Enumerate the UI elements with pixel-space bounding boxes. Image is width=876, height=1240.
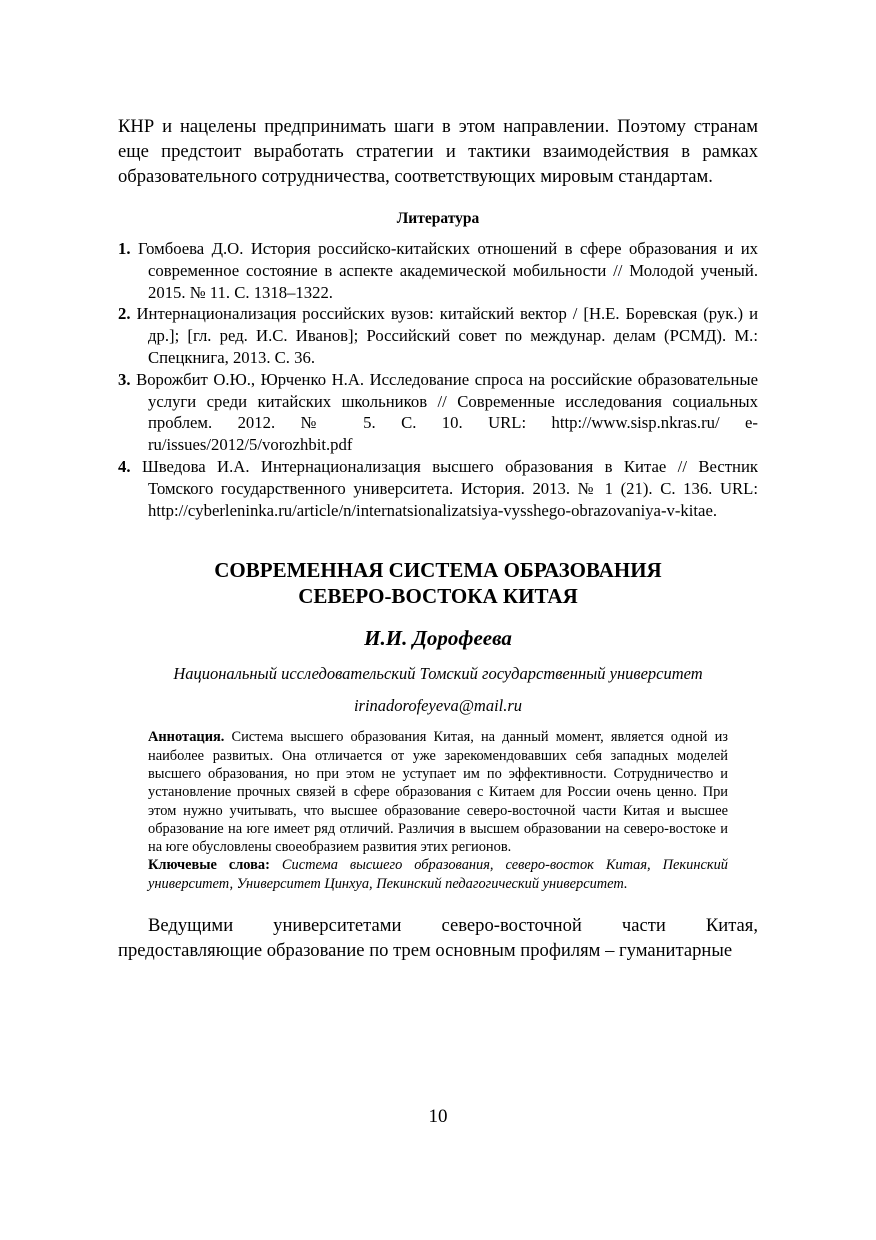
reference-number: 4. [118,456,131,476]
author-affiliation: Национальный исследовательский Томский государственный университет [173,664,703,684]
reference-number: 3. [118,369,131,389]
page-content [118,114,758,963]
reference-item [118,303,758,368]
intro-paragraph: КНР и нацелены предпринимать шаги в этом направлении. Поэтому странам еще предстоит выработать стратегии и тактики взаимодействия в рамках образовательного сотрудничества, соответствующих мировым стандартам. [118,116,758,187]
literature-heading: Литература [396,210,480,227]
keywords-text: Система высшего образования, северо-восток Китая, Пекинский университет, Университет Цинхуа, Пекинский педагогический университет. [148,857,728,892]
article-title [118,557,758,609]
reference-number: 2. [118,304,131,324]
keywords-label: Ключевые слова: [148,857,270,874]
page-number: 10 [428,1106,448,1127]
reference-text: Интернационализация российских вузов: китайский вектор / [Н.Е. Боревская (рук.) и др.]; [гл. ред. И.С. Иванов]; Российский совет по междунар. делам (РСМД). М.: Спецкнига, 2013. С. 36. [136,304,759,367]
abstract [148,728,728,856]
article-title-line-1: СОВРЕМЕННАЯ СИСТЕМА ОБРАЗОВАНИЯ [214,558,662,583]
article-title-line-2: СЕВЕРО-ВОСТОКА КИТАЯ [298,584,578,609]
reference-item [118,369,758,456]
keywords [148,856,728,893]
reference-item [118,238,758,303]
reference-number: 1. [118,239,131,258]
reference-text: Шведова И.А. Интернационализация высшего образования в Китае // Вестник Томского государственного университета. История. 2013. № 1 (21). С. 136. URL: http://cyberleninka.ru/article/n/internatsionalizatsiya-vysshego-obrazovaniya-v-kitae. [141,456,758,520]
abstract-block [148,728,728,893]
abstract-text: Система высшего образования Китая, на данный момент, является одной из наиболее развитых. Она отличается от уже зарекомендовавших себя западных моделей высшего образования, но при этом не уступает им по эффективности. Сотрудничество и установление прочных связей в сфере образования с Китаем для России очень ценно. При этом нужно учитывать, что высшее образование северо-восточной части Китая и высшее образование на юге имеет ряд отличий. Различия в высшем образовании на северо-востоке и на юге обусловлены своеобразием развития этих регионов. [148,729,728,856]
author-email: irinadorofeyeva@mail.ru [353,696,523,716]
reference-text: Ворожбит О.Ю., Юрченко Н.А. Исследование спроса на российские образовательные услуги среди китайских школьников // Современные исследования социальных проблем. 2012. № 5. С. 10. URL: http://www.sisp.nkras.ru/ e-ru/issues/2012/5/vorozhbit.pdf [136,369,758,455]
reference-item [118,456,758,521]
body-paragraph: Ведущими университетами северо-восточной части Китая, предоставляющие образование по трем основным профилям – гуманитарные [118,915,758,962]
reference-text: Гомбоева Д.О. История российско-китайских отношений в сфере образования и их современное состояние в аспекте академической мобильности // Молодой ученый. 2015. № 11. С. 1318–1322. [137,239,759,302]
references-list [118,238,758,521]
abstract-label: Аннотация. [148,729,225,746]
author-name: И.И. Дорофеева [364,626,512,651]
